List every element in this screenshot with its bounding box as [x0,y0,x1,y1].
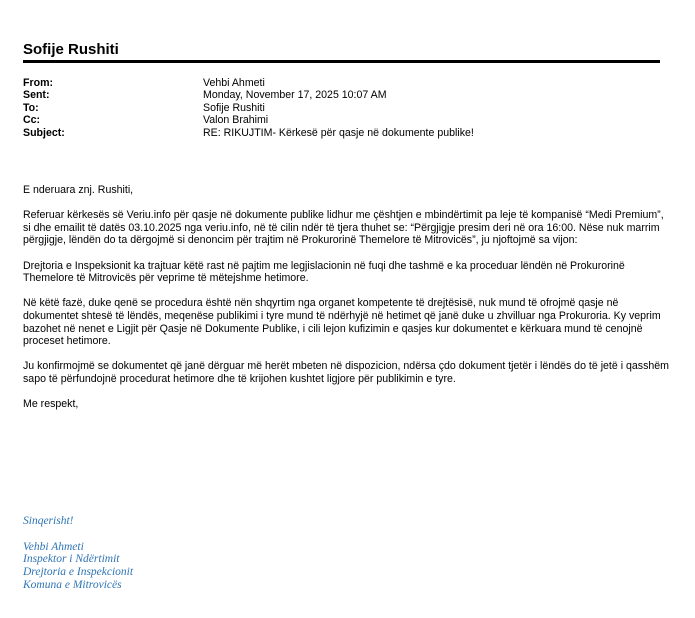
header-row-cc [23,114,474,126]
email-header [23,77,474,139]
header-label: From: [23,77,54,89]
body-paragraph: Drejtoria e Inspeksionit ka trajtuar këtë rast në pajtim me legjislacionin në fuqi dhe tashmë e ka proceduar lëndën në Prokurorinë Themelore të Mitrovicës për veprime të mëtejshme hetimore. [23,259,625,285]
header-row-subject [23,127,474,139]
greeting: E nderuara znj. Rushiti, [23,184,134,196]
mailbox-owner-name: Sofije Rushiti [23,41,119,58]
email-body [23,184,673,423]
signature-name: Vehbi Ahmeti [23,540,84,553]
header-row-from [23,77,474,89]
header-row-sent [23,89,474,101]
header-label: Cc: [23,114,41,127]
header-label: To: [23,101,39,114]
signature-department: Drejtoria e Inspekcionit [23,566,134,579]
signature-municipality: Komuna e Mitrovicës [23,578,122,591]
header-row-to [23,102,474,114]
subject-value: RE: RIKUJTIM- Kërkesë për qasje në dokumente publike! [203,126,474,139]
recipient-value: Sofije Rushiti [203,101,265,114]
closing: Me respekt, [23,398,79,411]
signature-salutation: Sinqerisht! [23,515,74,527]
email-signature [23,515,133,592]
body-paragraph: Referuar kërkesës së Veriu.info për qasje në dokumente publike lidhur me çështjen e mbindërtimit pa leje të kompanisë “Medi Premium”, si dhe emailit të datës 03.10.2025 nga veriu.info, në të cilin ndër të tjera thuhet se: “Përgjigje presim deri në ora 16:00. Nëse nuk marrim përgjigje, lëndën do ta dërgojmë si denoncim për trajtim në Prokurorinë Themelore të Mitrovicës”, ju njoftojmë sa vijon: [23,209,664,247]
header-label: Subject: [23,126,65,139]
signature-title: Inspektor i Ndërtimit [23,553,120,566]
header-label: Sent: [23,89,50,102]
signature-spacer [23,528,133,541]
clipped-signature-line [23,614,193,618]
sender-value: Vehbi Ahmeti [203,77,265,89]
header-divider [23,60,660,63]
body-paragraph: Në këtë fazë, duke qenë se procedura është nën shqyrtim nga organet kompetente të drejtësisë, nuk mund të ofrojmë qasje në dokumentet shtesë të lëndës, meqenëse publikimi i tyre mund të ndërhyjë në hetimet që janë duke u zhvilluar nga Prokuroria. Ky veprim bazohet në nenet e Ligjit për Qasje në Dokumente Publike, i cili lejon kufizimin e qasjes kur dokumentet e kërkuara mund të cenojnë proceset hetimore. [23,297,661,348]
body-paragraph: Ju konfirmojmë se dokumentet që janë dërguar më herët mbeten në dispozicion, ndërsa çdo dokument tjetër i lëndës do të jetë i qasshëm sapo të përfundojnë procedurat hetimore dhe të krijohen kushtet ligjore për publikimin e tyre. [23,360,669,385]
sent-date-value: Monday, November 17, 2025 10:07 AM [203,89,387,102]
cc-value: Valon Brahimi [203,114,269,127]
